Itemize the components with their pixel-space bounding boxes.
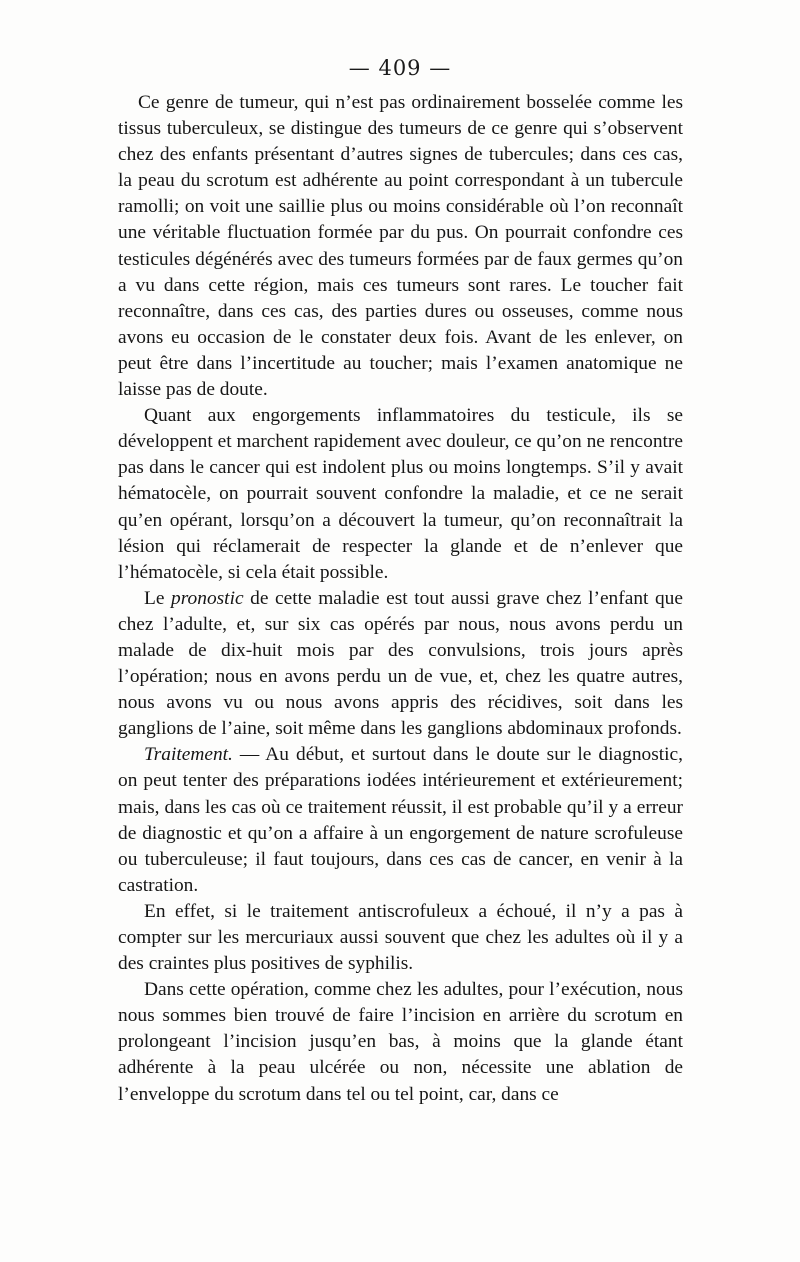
paragraph-5-text: En effet, si le traitement antiscrofuleux a échoué, il n’y a pas à compter sur les mercuriaux aussi souvent que chez les adultes où il y a des craintes plus positives de syphilis. [118, 900, 683, 975]
paragraph-2 [118, 403, 683, 586]
body-text [118, 90, 683, 1108]
paragraph-4-text: — Au début, et surtout dans le doute sur le diagnostic, on peut tenter des préparations iodées intérieurement et extérieurement; mais, dans les cas où ce traitement réussit, il est probable qu’il y a erreur de diagnostic et qu’on a affaire à un engorgement de nature scrofuleuse ou tuberculeuse; il faut toujours, dans ces cas de cancer, en venir à la castration. [118, 744, 683, 896]
paragraph-5 [118, 899, 683, 977]
paragraph-4 [118, 742, 683, 899]
term-pronostic: pronostic [171, 587, 244, 609]
paragraph-6-text: Dans cette opération, comme chez les adultes, pour l’exécution, nous nous sommes bien trouvé de faire l’incision en arrière du scrotum en prolongeant l’incision jusqu’en bas, à moins que la glande étant adhérente à la peau ulcérée ou non, nécessite une ablation de l’enveloppe du scrotum dans tel ou tel point, car, dans ce [118, 979, 683, 1105]
section-heading-traitement: Traitement. [144, 744, 233, 766]
page-number: — 409 — [348, 56, 452, 80]
paragraph-2-text: Quant aux engorgements inflammatoires du testicule, ils se développent et marchent rapidement avec douleur, ce qu’on ne rencontre pas dans le cancer qui est indolent plus ou moins longtemps. S’il y avait hématocèle, on pourrait souvent confondre la maladie, et ce ne serait qu’en opérant, lorsqu’on a découvert la tumeur, qu’on reconnaîtrait la lésion qui réclamerait de respecter la glande et de n’enlever que l’hématocèle, si cela était possible. [118, 405, 683, 583]
paragraph-1 [118, 90, 683, 403]
paragraph-3 [118, 586, 683, 743]
paragraph-3-lead: Le [144, 587, 172, 609]
paragraph-1-text: Ce genre de tumeur, qui n’est pas ordinairement bosselée comme les tissus tuberculeux, se distingue des tumeurs de ce genre qui s’observent chez des enfants présentant d’autres signes de tubercules; dans ces cas, la peau du scrotum est adhérente au point correspondant à un tubercule ramolli; on voit une saillie plus ou moins considérable où l’on reconnaît une véritable fluctuation formée par du pus. On pourrait confondre ces testicules dégénérés avec des tumeurs formées par de faux germes qu’on a vu dans cette région, mais ces tumeurs sont rares. Le toucher fait reconnaître, dans ces cas, des parties dures ou osseuses, comme nous avons eu occasion de le constater deux fois. Avant de les enlever, on peut être dans l’incertitude au toucher; mais l’examen anatomique ne laisse pas de doute. [118, 92, 683, 401]
paragraph-3-text: de cette maladie est tout aussi grave chez l’enfant que chez l’adulte, et, sur six cas opérés par nous, nous avons perdu un malade de dix-huit mois par des convulsions, trois jours après l’opération; nous en avons perdu un de vue, et, chez les quatre autres, nous avons vu ou nous avons appris des récidives, soit dans les ganglions de l’aine, soit même dans les ganglions abdominaux profonds. [118, 587, 683, 740]
paragraph-6 [118, 977, 683, 1107]
